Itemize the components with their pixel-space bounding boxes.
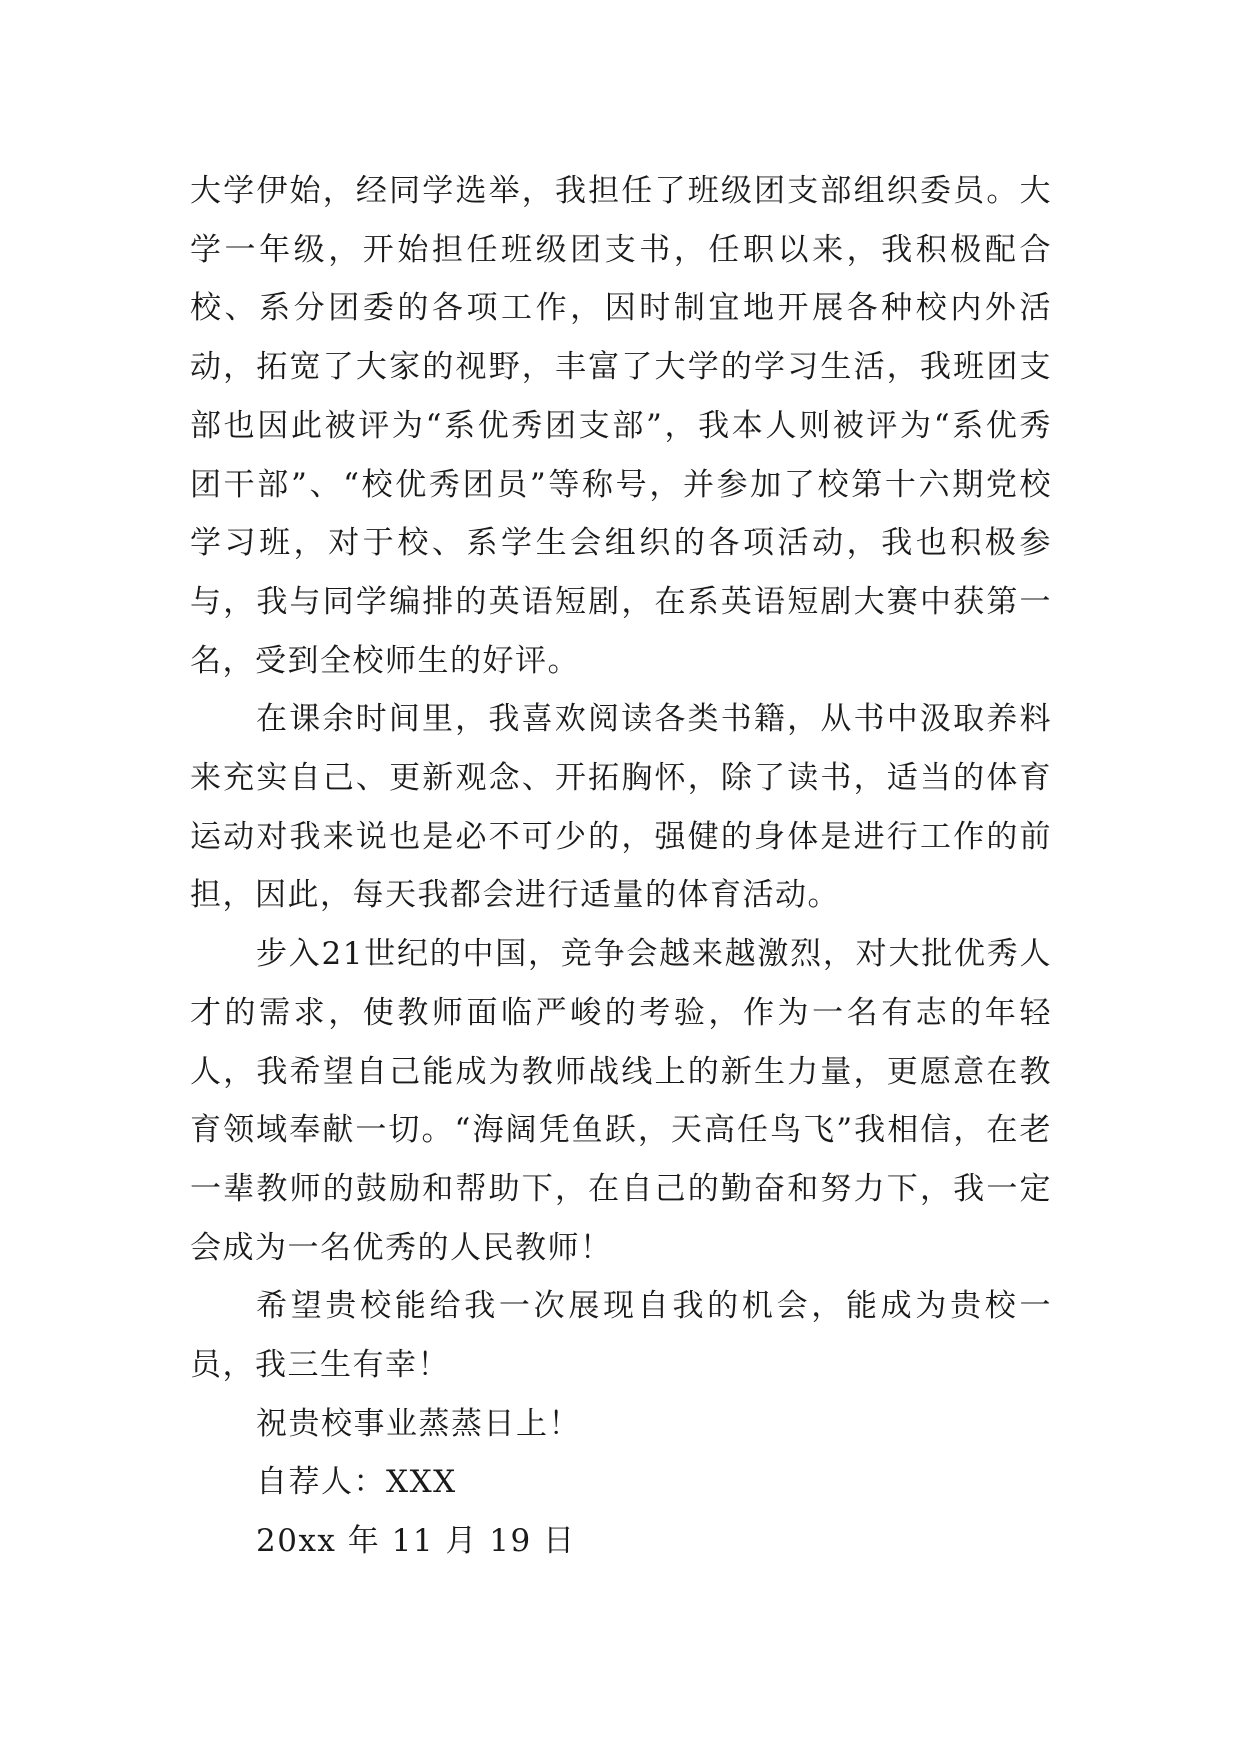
paragraph-request: 希望贵校能给我一次展现自我的机会，能成为贵校一员，我三生有幸！ (190, 1288, 1052, 1384)
paragraph-reading: 在课余时间里，我喜欢阅读各类书籍，从书中汲取养料来充实自己、更新观念、开拓胸怀，除了读书，适当的体育运动对我来说也是必不可少的，强健的身体是进行工作的前担，因此，每天我都会进行适量的体育活动。 (190, 701, 1052, 914)
paragraph-aspiration: 步入21世纪的中国，竞争会越来越激烈，对大批优秀人才的需求，使教师面临严峻的考验，作为一名有志的年轻人，我希望自己能成为教师战线上的新生力量，更愿意在教育领域奉献一切。“海阔凭鱼跃，天高任鸟飞”我相信，在老一辈教师的鼓励和帮助下，在自己的勤奋和努力下，我一定会成为一名优秀的人民教师！ (190, 936, 1052, 1266)
signature-line: 自荐人：XXX (256, 1464, 457, 1501)
letter-body (190, 162, 1052, 1571)
date-line: 20xx 年 11 月 19 日 (256, 1523, 576, 1560)
closing-line: 祝贵校事业蒸蒸日上！ (256, 1405, 581, 1442)
paragraph-activities: 大学伊始，经同学选举，我担任了班级团支部组织委员。大学一年级，开始担任班级团支书，任职以来，我积极配合校、系分团委的各项工作，因时制宜地开展各种校内外活动，拓宽了大家的视野，丰富了大学的学习生活，我班团支部也因此被评为“系优秀团支部”，我本人则被评为“系优秀团干部”、“校优秀团员”等称号，并参加了校第十六期党校学习班，对于校、系学生会组织的各项活动，我也积极参与，我与同学编排的英语短剧，在系英语短剧大赛中获第一名，受到全校师生的好评。 (190, 173, 1052, 679)
